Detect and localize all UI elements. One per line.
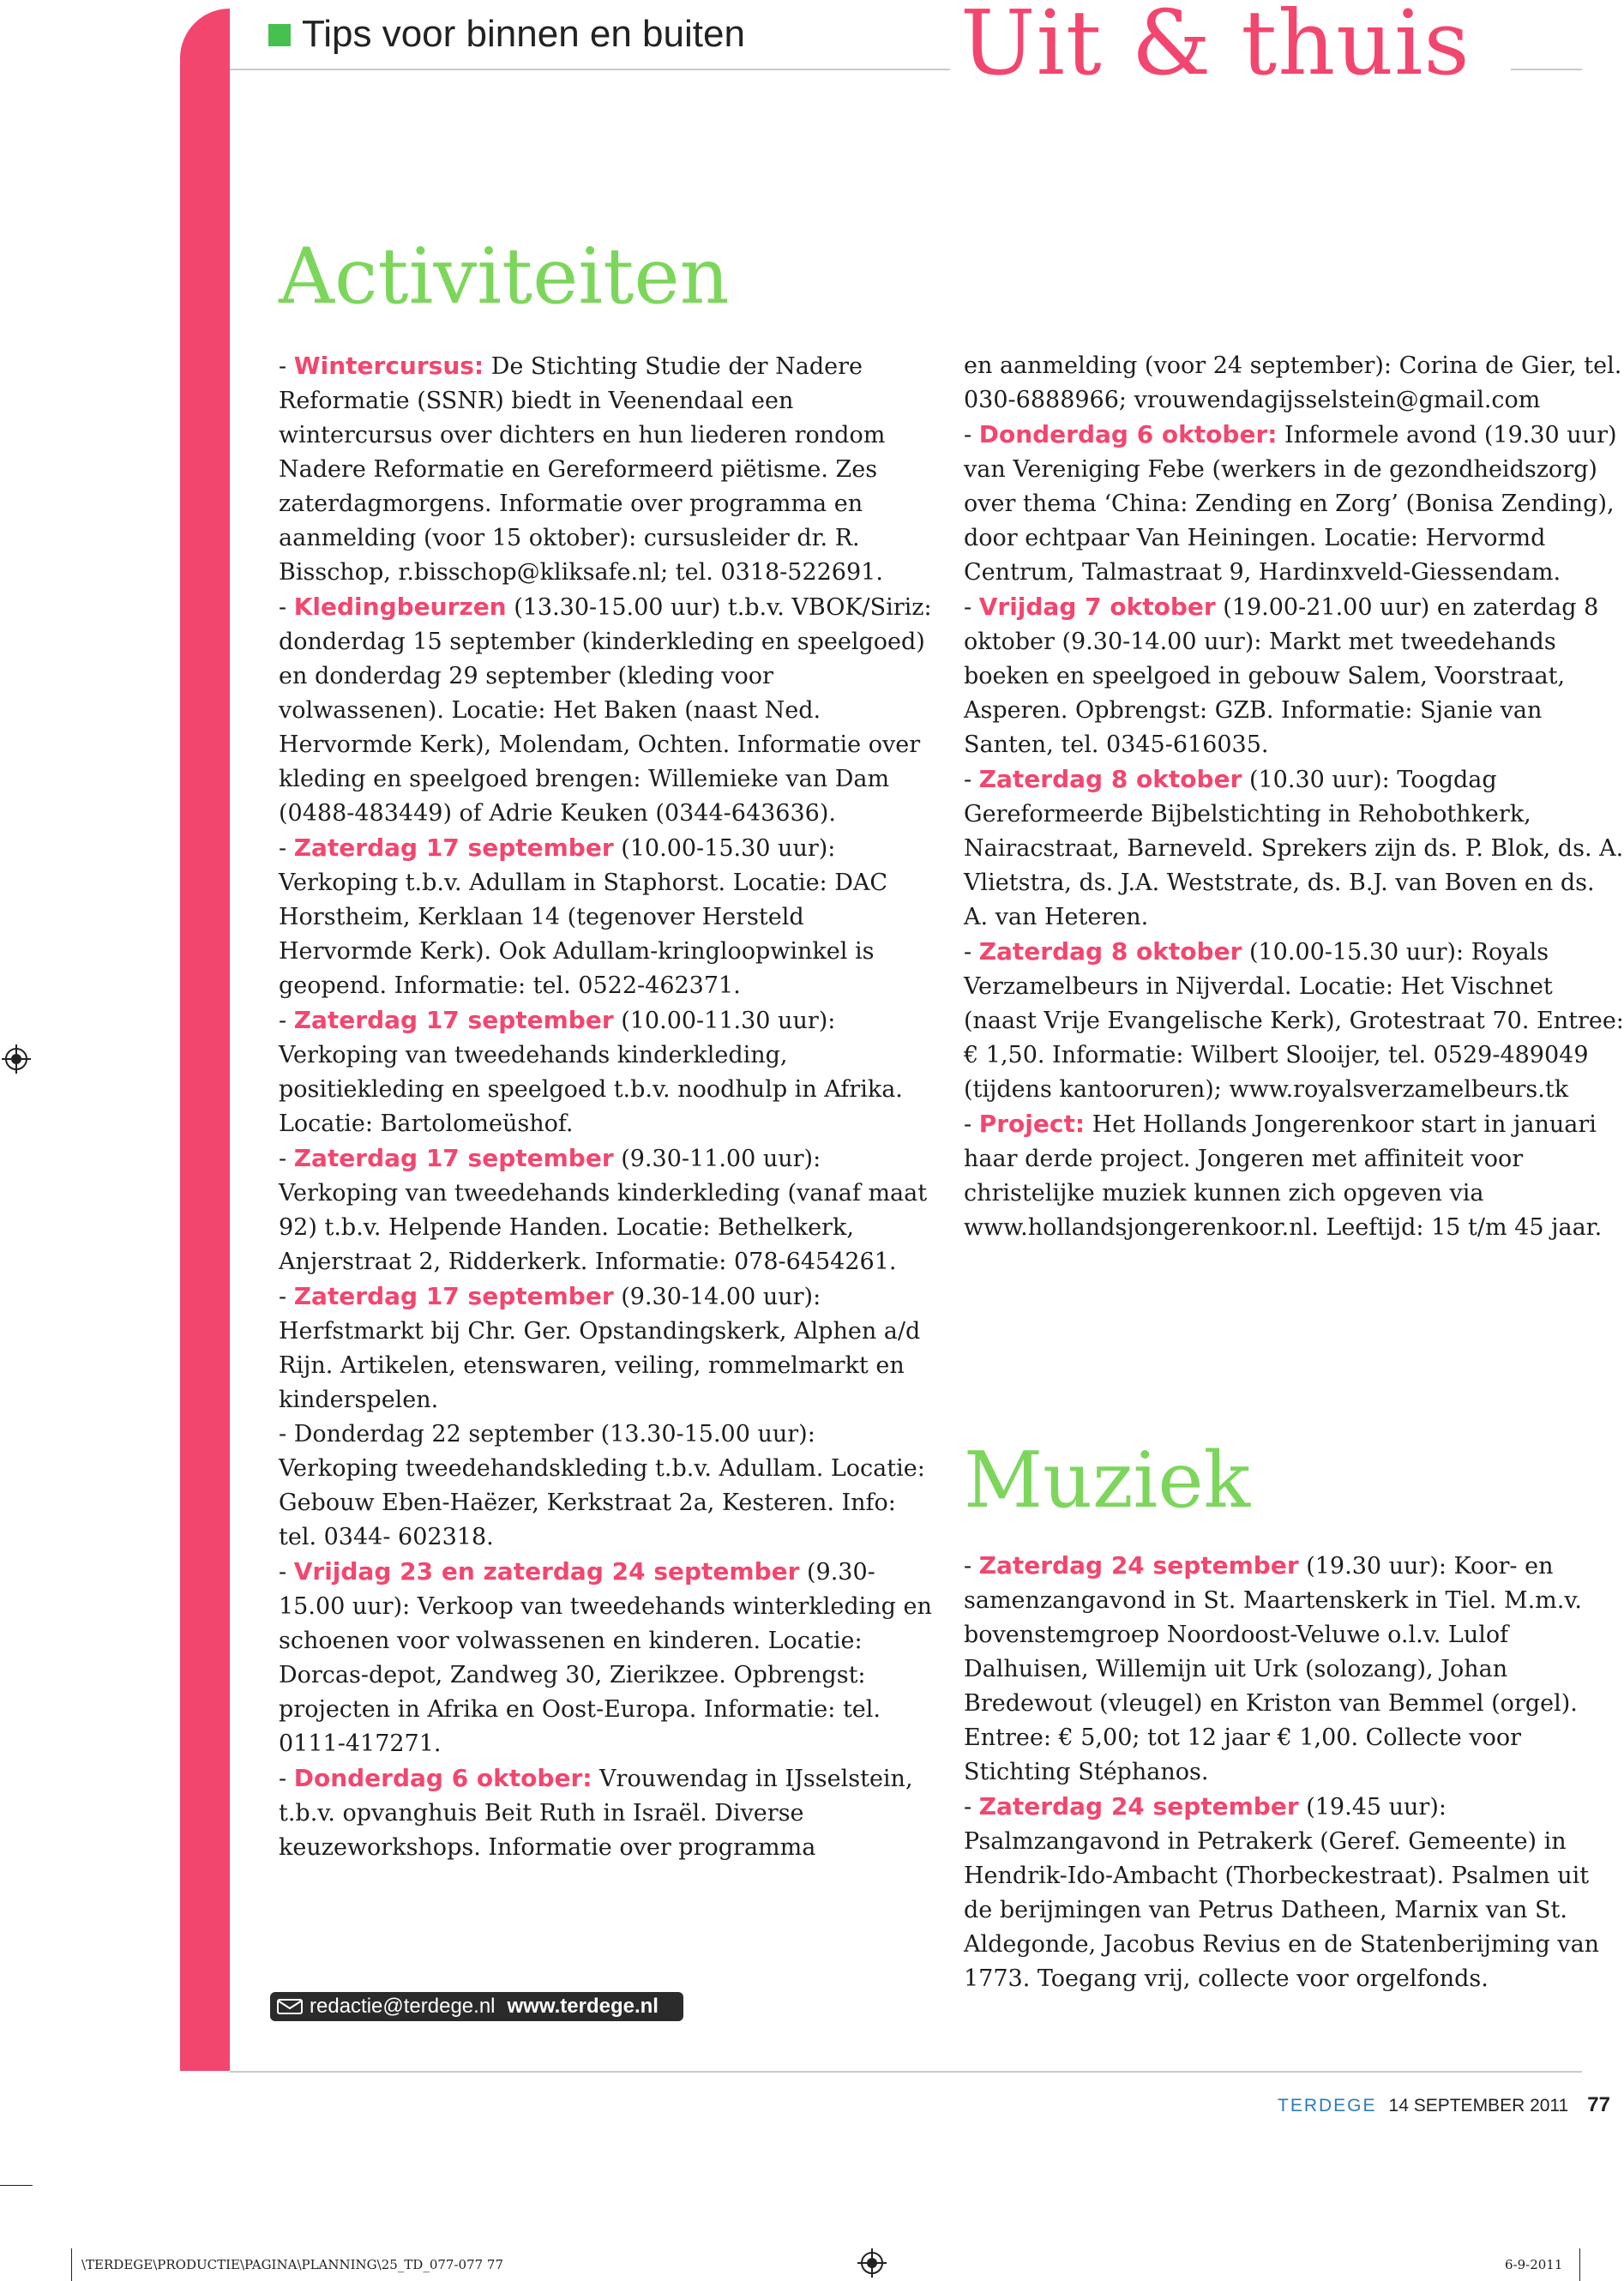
entry-text: Het Hollands Jongerenkoor start in januari haar derde project. Jongeren met affiniteit voor christelijke muziek kunnen zich opgeven via www.hollandsjongerenkoor.nl. Leeftijd: 15 t/m 45 jaar. — [964, 1111, 1603, 1241]
entry-dash: - — [279, 1766, 294, 1792]
entry-highlight: Zaterdag 17 september — [293, 1144, 614, 1172]
listing-entry — [964, 590, 1624, 762]
registration-mark-icon — [857, 2248, 887, 2278]
entry-dash: - — [279, 594, 294, 621]
issue-date: 14 SEPTEMBER 2011 — [1388, 2096, 1569, 2115]
entry-text: (9.30-11.00 uur): Verkoping van tweedehands kinderkleding (vanaf maat 92) t.b.v. Helpende Handen. Locatie: Bethelkerk, Anjerstraat 2, Ridderkerk. Informatie: 078-6454261. — [279, 1146, 928, 1275]
listing-entry — [279, 1417, 939, 1555]
entry-text: Donderdag 22 september (13.30-15.00 uur): Verkoping tweedehandskleding t.b.v. Adullam. Locatie: Gebouw Eben-Haëzer, Kerkstraat 2a, Kesteren. Info: tel. 0344- 602318. — [279, 1421, 925, 1550]
pink-side-bar — [180, 9, 230, 2071]
continued-entry: en aanmelding (voor 24 september): Corina de Gier, tel. 030-6888966; vrouwendagijsselstein@gmail.com — [964, 352, 1622, 413]
entry-dash: - — [279, 1559, 294, 1586]
entry-dash: - — [964, 1111, 979, 1138]
entry-dash: - — [964, 422, 979, 448]
entry-highlight: Vrijdag 23 en zaterdag 24 september — [293, 1557, 800, 1586]
entry-dash: - — [964, 767, 979, 793]
crop-mark — [1579, 2248, 1580, 2281]
muziek-column — [964, 1549, 1624, 1996]
entry-dash: - — [279, 1284, 294, 1310]
entry-text: (9.30-15.00 uur): Verkoop van tweedehands winterkleding en schoenen voor volwassenen en kinderen. Locatie: Dorcas-depot, Zandweg 30, Zierikzee. Opbrengst: projecten in Afrika en Oost-Europa. Informatie: tel. 0111-417271. — [279, 1559, 932, 1757]
entry-dash: - — [964, 1553, 979, 1580]
section-title: Uit & thuis — [960, 0, 1471, 95]
entry-text: (9.30-14.00 uur): Herfstmarkt bij Chr. Ger. Opstandingskerk, Alphen a/d Rijn. Artikelen, etenswaren, veiling, rommelmarkt en kinderspelen. — [279, 1284, 921, 1413]
listing-entry — [279, 1555, 939, 1761]
entry-dash: - — [964, 1794, 979, 1821]
crop-mark — [71, 2248, 72, 2281]
entry-highlight: Kledingbeurzen — [293, 593, 507, 621]
entry-highlight: Donderdag 6 oktober: — [293, 1764, 592, 1792]
listing-entry — [964, 1549, 1624, 1790]
entry-text: (19.00-21.00 uur) en zaterdag 8 oktober (9.30-14.00 uur): Markt met tweedehands boeken en speelgoed in gebouw Salem, Voorstraat, Asperen. Opbrengst: GZB. Informatie: Sjanie van Santen, tel. 0345-616035. — [964, 594, 1599, 758]
kicker-bullet-icon — [268, 24, 291, 46]
entry-text: (13.30-15.00 uur) t.b.v. VBOK/Siriz: donderdag 15 september (kinderkleding en speelgoed) en donderdag 29 september (kleding voor volwassenen). Locatie: Het Baken (naast Ned. Hervormde Kerk), Molendam, Ochten. Informatie over kleding en speelgoed brengen: Willemieke van Dam (0488-483449) of Adrie Keuken (0344-643636). — [279, 594, 932, 827]
mail-icon — [277, 1999, 303, 2014]
listing-entry — [279, 1761, 939, 1865]
listing-entry — [279, 590, 939, 831]
entry-highlight: Zaterdag 17 september — [293, 1282, 614, 1310]
entry-highlight: Zaterdag 8 oktober — [978, 937, 1242, 966]
entry-text: (19.45 uur): Psalmzangavond in Petrakerk (Geref. Gemeente) in Hendrik-Ido-Ambacht (Thorbeckestraat). Psalmen uit de berijmingen van Petrus Datheen, Marnix van St. Aldegonde, Jacobus Revius en de Statenberijming van 1773. Toegang vrij, collecte voor orgelfonds. — [964, 1794, 1600, 1992]
entry-dash: - — [279, 353, 294, 380]
entry-highlight: Zaterdag 17 september — [293, 834, 614, 862]
listing-entry — [964, 418, 1624, 590]
entry-dash: - — [964, 594, 979, 621]
slug-path: \TERDEGE\PRODUCTIE\PAGINA\PLANNING\25_TD_077-077 77 — [81, 2257, 504, 2272]
activiteiten-right-column — [964, 349, 1624, 1245]
header-rule-right — [1511, 69, 1582, 70]
entry-dash: - — [279, 1146, 294, 1172]
entry-highlight: Wintercursus: — [293, 352, 484, 380]
page-number: 77 — [1587, 2093, 1610, 2116]
entry-dash: - — [279, 1008, 294, 1034]
listing-entry — [964, 935, 1624, 1107]
entry-highlight: Zaterdag 24 september — [978, 1792, 1299, 1821]
activiteiten-left-column — [279, 349, 939, 1865]
entry-text: De Stichting Studie der Nadere Reformatie (SSNR) biedt in Veenendaal een wintercursus over dichters en hun liederen rondom Nadere Reformatie en Gereformeerd piëtisme. Zes zaterdagmorgens. Informatie over programma en aanmelding (voor 15 oktober): cursusleider dr. R. Bisschop, r.bisschop@kliksafe.nl; tel. 0318-522691. — [279, 353, 886, 586]
listing-entry — [964, 1107, 1624, 1245]
entry-text: (10.00-15.30 uur): Royals Verzamelbeurs in Nijverdal. Locatie: Het Vischnet (naast Vrije Evangelische Kerk), Grotestraat 70. Entree: € 1,50. Informatie: Wilbert Slooijer, tel. 0529-489049 (tijdens kantooruren); www.royalsverzamelbeurs.tk — [964, 939, 1624, 1103]
muziek-heading: Muziek — [964, 1435, 1251, 1526]
listing-entry — [964, 1790, 1624, 1996]
listing-entry — [964, 762, 1624, 935]
crop-mark — [0, 2185, 33, 2186]
entry-highlight: Donderdag 6 oktober: — [978, 420, 1278, 448]
entry-highlight: Vrijdag 7 oktober — [978, 593, 1216, 621]
magazine-name: TERDEGE — [1278, 2096, 1377, 2115]
listing-entry — [279, 1003, 939, 1141]
listing-entry — [279, 831, 939, 1003]
entry-highlight: Zaterdag 8 oktober — [978, 765, 1242, 793]
slug-date: 6-9-2011 — [1505, 2257, 1563, 2272]
entry-dash: - — [279, 835, 294, 862]
entry-highlight: Project: — [978, 1110, 1086, 1138]
entry-highlight: Zaterdag 17 september — [293, 1006, 614, 1034]
section-kicker: Tips voor binnen en buiten — [302, 13, 745, 55]
entry-highlight: Zaterdag 24 september — [978, 1551, 1299, 1580]
entry-text: (19.30 uur): Koor- en samenzangavond in St. Maartenskerk in Tiel. M.m.v. bovenstemgroep Noordoost-Veluwe o.l.v. Lulof Dalhuisen, Willemijn uit Urk (solozang), Johan Bredewout (vleugel) en Kriston van Bemmel (orgel). Entree: € 5,00; tot 12 jaar € 1,00. Collecte voor Stichting Stéphanos. — [964, 1553, 1582, 1785]
footer-rule — [230, 2071, 1582, 2073]
registration-mark-icon — [2, 1044, 31, 1074]
entry-text: Informele avond (19.30 uur) van Vereniging Febe (werkers in de gezondheidszorg) over thema ‘China: Zending en Zorg’ (Bonisa Zending), door echtpaar Van Heiningen. Locatie: Hervormd Centrum, Talmastraat 9, Hardinxveld-Giessendam. — [964, 422, 1617, 586]
entry-dash: - — [964, 939, 979, 966]
listing-entry — [279, 1279, 939, 1417]
contact-email[interactable]: redactie@terdege.nl — [310, 1995, 496, 2018]
entry-text: (10.30 uur): Toogdag Gereformeerde Bijbelstichting in Rehobothkerk, Nairacstraat, Barneveld. Sprekers zijn ds. P. Blok, ds. A. Vlietstra, ds. J.A. Weststrate, ds. B.J. van Boven en ds. A. van Heteren. — [964, 767, 1624, 930]
entry-text: (10.00-15.30 uur): Verkoping t.b.v. Adullam in Staphorst. Locatie: DAC Horstheim, Kerklaan 14 (tegenover Hersteld Hervormde Kerk). Ook Adullam-kringloopwinkel is geopend. Informatie: tel. 0522-462371. — [279, 835, 888, 999]
entry-text: (10.00-11.30 uur): Verkoping van tweedehands kinderkleding, positiekleding en speelgoed t.b.v. noodhulp in Afrika. Locatie: Bartolomeüshof. — [279, 1008, 903, 1137]
header-rule-left — [230, 69, 950, 70]
activiteiten-heading: Activiteiten — [279, 232, 730, 322]
listing-entry — [279, 349, 939, 590]
contact-website[interactable]: www.terdege.nl — [507, 1995, 659, 2018]
entry-text: Vrouwendag in IJsselstein, t.b.v. opvanghuis Beit Ruth in Israël. Diverse keuzeworkshops. Informatie over programma — [279, 1766, 913, 1861]
listing-entry — [279, 1141, 939, 1279]
contact-bar — [270, 1992, 683, 2021]
folio — [1278, 2092, 1610, 2119]
entry-dash: - — [279, 1421, 294, 1447]
